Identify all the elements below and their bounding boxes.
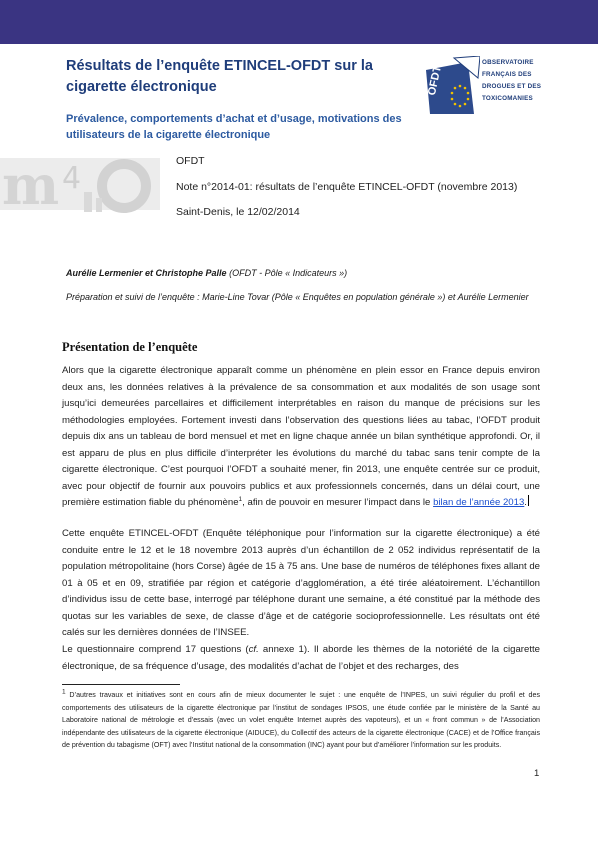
footnote	[62, 689, 540, 752]
text-cursor	[528, 495, 529, 506]
paragraph-3	[62, 642, 540, 675]
bilan-link[interactable]: bilan de l’année 2013	[433, 497, 525, 508]
note-place-date: Saint-Denis, le 12/02/2014	[176, 206, 300, 218]
svg-text:m: m	[2, 153, 60, 217]
preparation-line: Préparation et suivi de l’enquête : Marie-Line Tovar (Pôle « Enquêtes en population générale ») et Aurélie Lermenier	[66, 292, 529, 302]
section-heading: Présentation de l’enquête	[62, 340, 198, 354]
svg-text:4: 4	[62, 161, 82, 196]
header-band	[0, 0, 598, 44]
footnote-ref[interactable]: 1	[238, 495, 243, 503]
page-number: 1	[534, 768, 540, 779]
note-org: OFDT	[176, 155, 205, 167]
logo-line: FRANÇAIS DES	[482, 71, 532, 78]
paragraph-3-text: Le questionnaire comprend 17 questions (	[62, 644, 249, 655]
paragraph-3-rest: annexe 1). Il aborde les thèmes de la notoriété de la cigarette électronique, de sa fréquence d’usage, des modalités d’achat de l’objet et des recharges, des	[62, 644, 540, 672]
logo-text	[482, 57, 552, 105]
paragraph-1	[62, 363, 540, 512]
paragraph-3-cf: cf.	[248, 644, 259, 655]
logo-line: OBSERVATOIRE	[482, 59, 534, 66]
paragraph-2: Cette enquête ETINCEL-OFDT (Enquête téléphonique pour l’information sur la cigarette électronique) a été conduite entre le 12 et le 18 novembre 2013 auprès d’un échantillon de 2 052 individus représentatif de la population métropolitaine (hors Corse) âgée de 15 à 75 ans. Une base de numéros de téléphones fixes allant de 01 à 05 et en 09, stratifiée par région et catégorie d’agglomération, a été tirée aléatoirement. L’échantillon d’individus issu de cette base, interrogé par téléphone durant une semaine, a été constitué par la méthode des quotas sur les variables de sexe, de classe d’âge et de catégorie socioprofessionnelle. Les résultats ont été calés sur les dernières données de l’INSEE.	[62, 528, 540, 638]
authors-line	[66, 266, 546, 280]
document-subtitle: Prévalence, comportements d’achat et d’usage, motivations des utilisateurs de la cigarette électronique	[66, 113, 402, 141]
paragraph-1-continuation: , afin de pouvoir en mesurer l’impact dans le	[242, 497, 434, 508]
ofdt-logo-mark	[424, 56, 480, 116]
footnote-text: D’autres travaux et initiatives sont en cours afin de mieux documenter le sujet : une enquête de l’INPES, un suivi régulier du profil et des comportements des utilisateurs de la cigarette électronique par l’institut de sondages IPSOS, une étude confiée par le ministère de la Santé au Laboratoire national de métrologie et d’essais (avec un volet enquête Internet auprès des vapoteurs), et un « front commun » de l’Association indépendante des utilisateurs de la cigarette électronique (AIDUCE), du Collectif des acteurs de la cigarette électronique (CACE) et de l’Office français de prévention du tabagisme (OFT) avec l’Institut national de la consommation (INC) ayant pour but d’améliorer l’information sur les produits.	[62, 691, 540, 749]
note-reference: Note n°2014-01: résultats de l’enquête ETINCEL-OFDT (novembre 2013)	[176, 181, 518, 193]
logo-line: TOXICOMANIES	[482, 95, 533, 102]
document-title: Résultats de l’enquête ETINCEL-OFDT sur la cigarette électronique	[66, 58, 373, 95]
ofdt-logo	[424, 56, 548, 118]
footnote-divider	[62, 684, 180, 685]
paragraph-1-end: .	[524, 497, 527, 508]
author-names: Aurélie Lermenier et Christophe Palle	[66, 268, 227, 278]
svg-text:OFDT: OFDT	[425, 64, 444, 97]
decorative-graphic	[0, 148, 160, 218]
author-affiliation: (OFDT - Pôle « Indicateurs »)	[229, 268, 348, 278]
logo-line: DROGUES ET DES	[482, 83, 542, 90]
footnote-mark: 1	[62, 688, 66, 696]
paragraph-1-text: Alors que la cigarette électronique apparaît comme un phénomène en plein essor en France depuis environ deux ans, les données relatives à la prévalence de sa consommation et aux modalités de son usage sont jusqu’ici demeurées parcellaires et difficilement interprétables en raison du manque de précisions sur les méthodologies employées. Fortement investi dans l’observation des questions liées au tabac, l’OFDT produit depuis dix ans un tableau de bord mensuel et met en ligne chaque année un bilan synthétique approfondi. Or, il est apparu de plus en plus difficile d’interpréter les évolutions du marché du tabac sans tenir compte de la cigarette électronique. C’est pourquoi l’OFDT a souhaité mener, fin 2013, une enquête centrée sur ce produit, avec pour objectif de fournir aux pouvoirs publics et aux professionnels concernés, dans un délai court, une première estimation fiable du phénomène	[62, 365, 540, 508]
